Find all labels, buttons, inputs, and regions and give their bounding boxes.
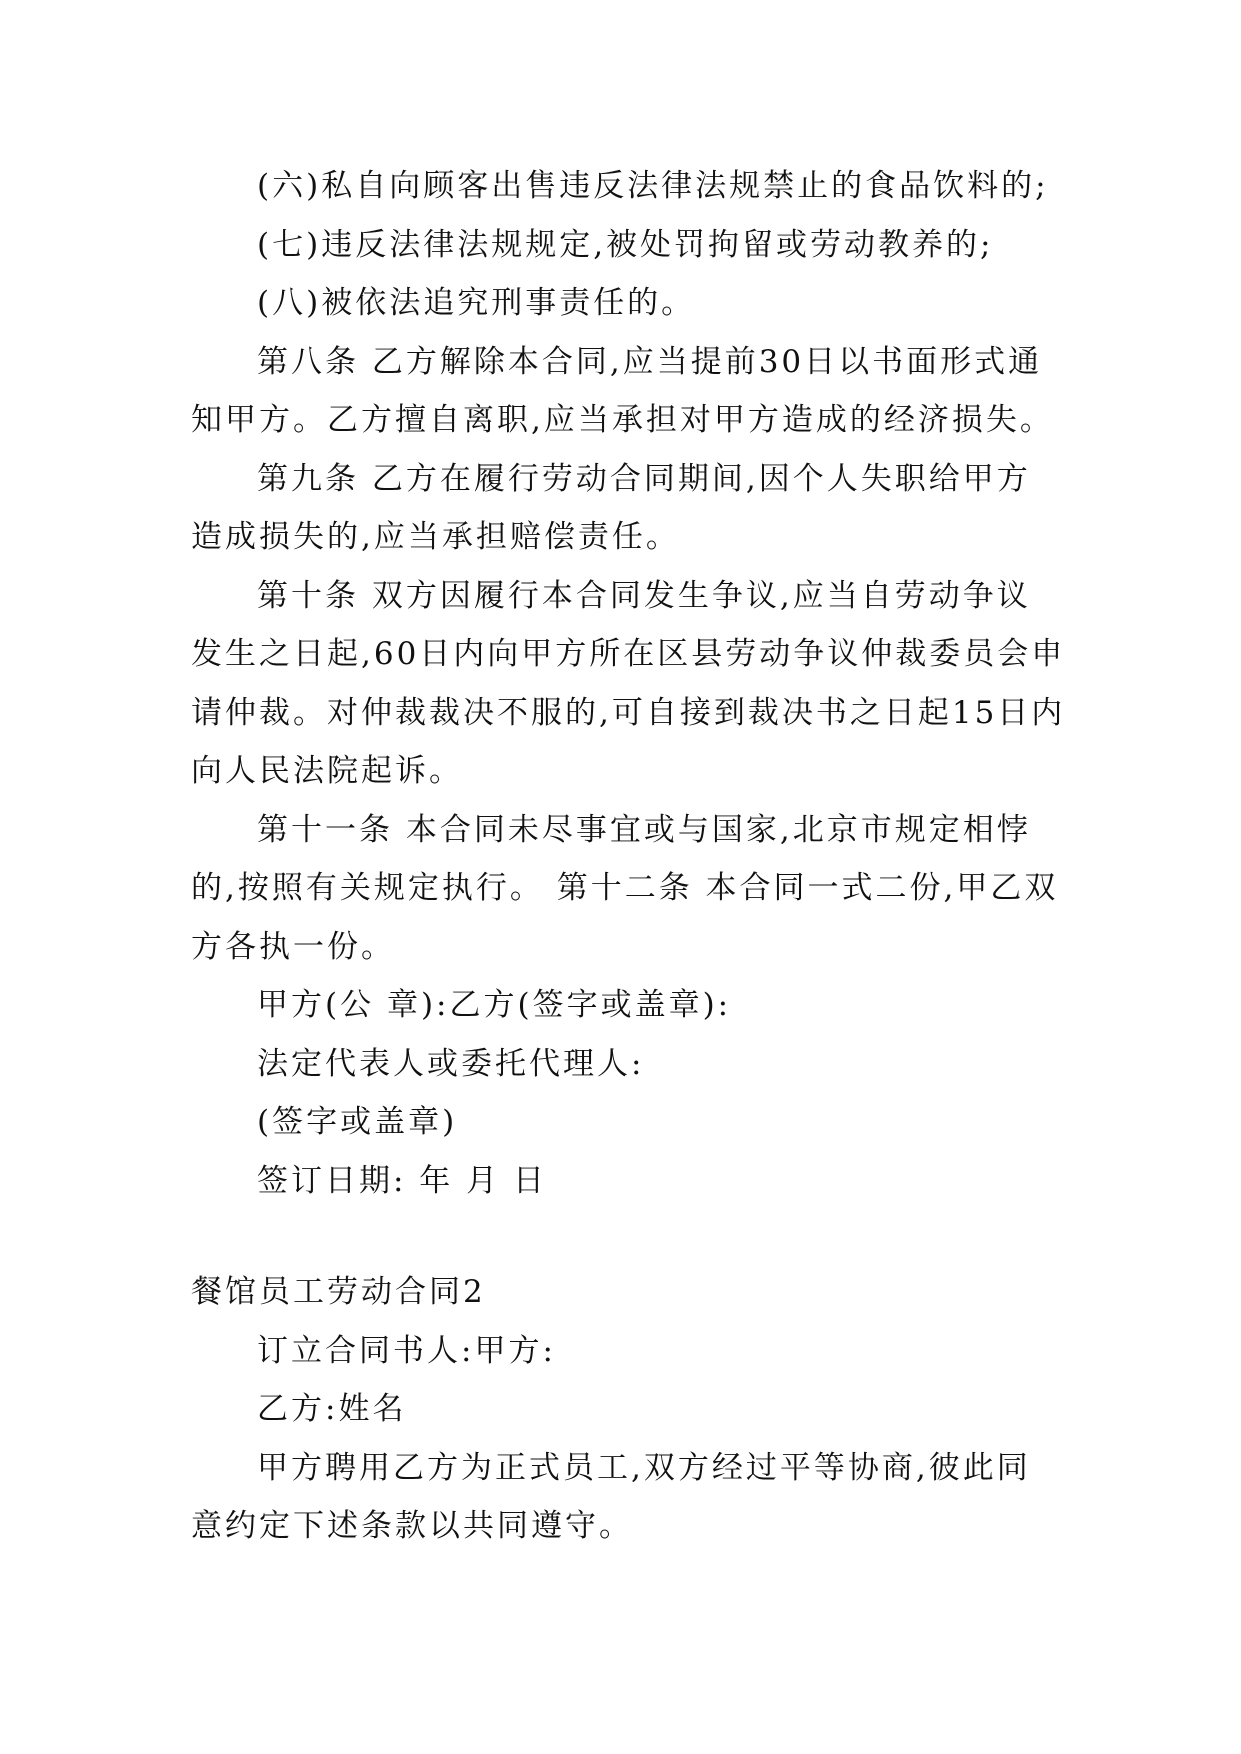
contract-parties-line: 订立合同书人:甲方: [257,1332,556,1369]
article-ten-line2: 发生之日起,60日内向甲方所在区县劳动争议仲裁委员会申 [191,636,1066,672]
signature-representative: 法定代表人或委托代理人: [257,1045,645,1082]
article-nine-line1: 第九条 乙方在履行劳动合同期间,因个人失职给甲方 [257,460,1031,497]
article-eleven-line2: 的,按照有关规定执行。 第十二条 本合同一式二份,甲乙双 [191,870,1059,906]
contract-body-part1 [191,157,1066,1210]
signature-party-a-b: 甲方(公 章):乙方(签字或盖章): [257,987,732,1023]
contract-body-part2 [191,1263,1051,1556]
signature-sign-or-seal: (签字或盖章) [257,1104,458,1140]
signing-date: 签订日期: 年 月 日 [257,1162,548,1199]
clause-seven: (七)违反法律法规规定,被处罚拘留或劳动教养的; [257,226,994,263]
article-twelve-line: 方各执一份。 [191,928,395,965]
article-ten-line3: 请仲裁。对仲裁裁决不服的,可自接到裁决书之日起15日内 [191,694,1066,731]
article-eight-line1: 第八条 乙方解除本合同,应当提前30日以书面形式通 [257,343,1043,380]
hiring-clause-line1: 甲方聘用乙方为正式员工,双方经过平等协商,彼此同 [257,1449,1031,1486]
hiring-clause-line2: 意约定下述条款以共同遵守。 [191,1508,633,1544]
clause-eight-sub: (八)被依法追究刑事责任的。 [257,285,696,321]
article-eleven-line1: 第十一条 本合同未尽事宜或与国家,北京市规定相悖 [257,811,1031,848]
article-ten-line4: 向人民法院起诉。 [191,753,463,789]
article-eight-line2: 知甲方。乙方擅自离职,应当承担对甲方造成的经济损失。 [191,402,1054,438]
article-ten-line1: 第十条 双方因履行本合同发生争议,应当自劳动争议 [257,577,1031,614]
clause-six: (六)私自向顾客出售违反法律法规禁止的食品饮料的; [257,168,1049,204]
party-b-name-line: 乙方:姓名 [257,1391,407,1427]
article-nine-line2: 造成损失的,应当承担赔偿责任。 [191,519,680,555]
section2-title: 餐馆员工劳动合同2 [191,1274,486,1310]
